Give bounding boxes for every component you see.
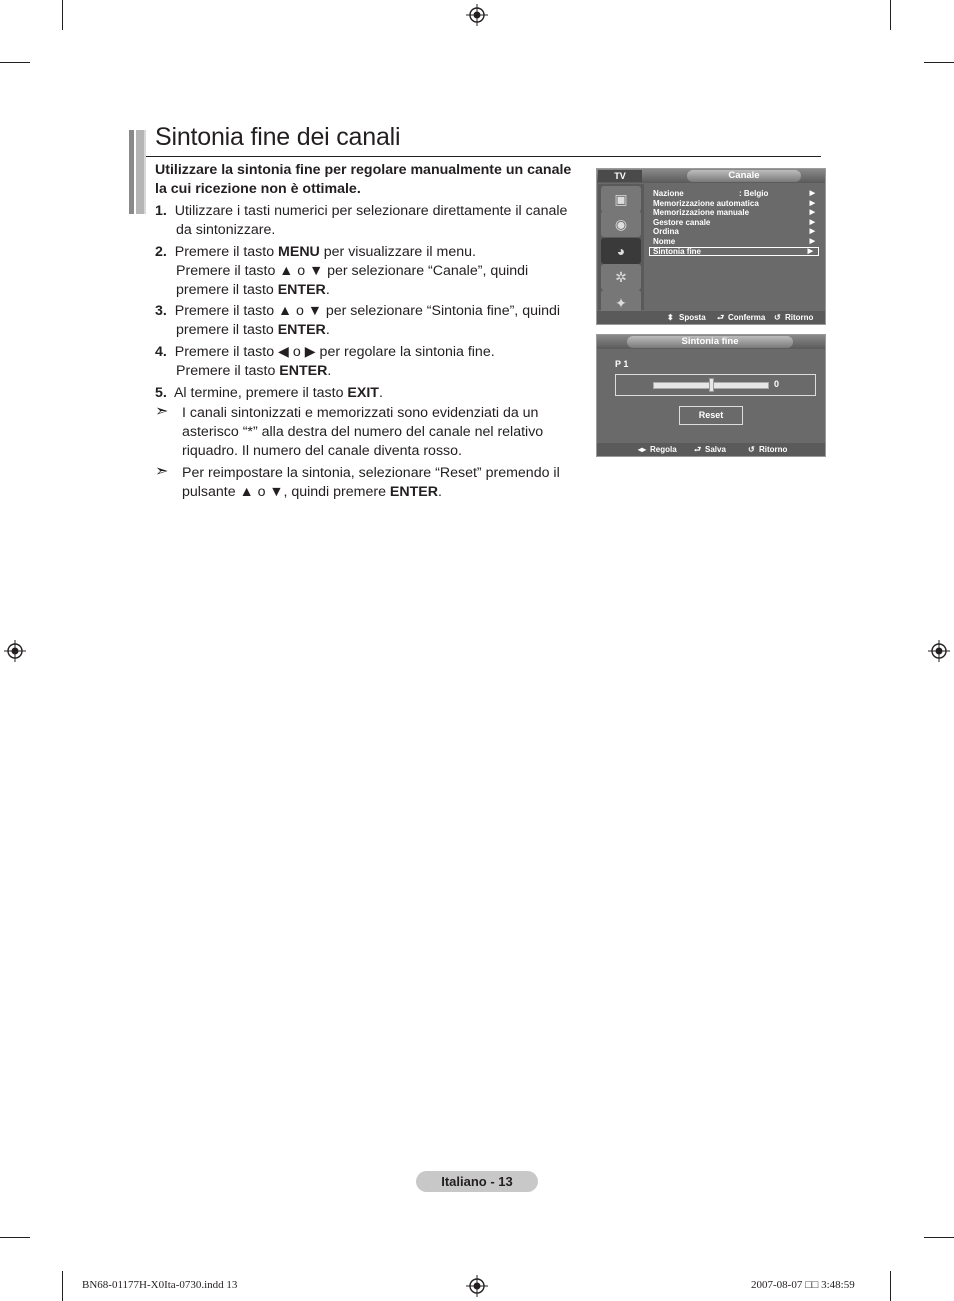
sound-icon: ◉ [601, 211, 641, 237]
program-label: P 1 [615, 359, 629, 369]
crop-mark [890, 1271, 891, 1301]
crop-mark [0, 62, 30, 63]
osd-tab-canale: Canale [687, 170, 801, 182]
osd-item-label: Memorizzazione automatica [653, 198, 759, 208]
step-text: . [325, 282, 330, 298]
osd-menu-item-selected[interactable] [649, 247, 819, 257]
step-text: da sintonizzare. [176, 222, 276, 238]
slug-timestamp: 2007-08-07 □□ 3:48:59 [751, 1279, 855, 1291]
left-right-icon: ◂▸ [638, 445, 647, 454]
osd-footer [597, 311, 825, 324]
step-number: 5. [155, 385, 167, 401]
slug-file-info: BN68-01177H-X0Ita-0730.indd 13 [82, 1279, 238, 1291]
crop-mark [924, 1237, 954, 1238]
osd-item-value: : Belgio [739, 189, 769, 198]
osd-footer-back: Ritorno [759, 445, 788, 454]
arrow-right-icon: ▶ [809, 199, 815, 207]
note-1 [155, 404, 585, 461]
page-title: Sintonia fine dei canali [155, 123, 401, 151]
osd-footer-adjust: Regola [650, 445, 677, 454]
step-text: Al termine, premere il tasto [173, 385, 348, 401]
note-text: pulsante ▲ o ▼, quindi premere [182, 484, 390, 500]
step-number: 2. [155, 244, 167, 260]
step-1 [155, 202, 585, 240]
note-2 [155, 464, 585, 502]
setup-icon: ✲ [601, 264, 641, 290]
osd-item-label: Sintonia fine [653, 246, 701, 256]
arrow-right-icon: ▶ [807, 247, 813, 255]
title-rule [146, 156, 821, 157]
note-text: I canali sintonizzati e memorizzati sono evidenziati da un [182, 405, 539, 421]
arrow-right-icon: ▶ [809, 228, 815, 236]
finetune-value: 0 [774, 379, 780, 389]
enter-icon: ⮐ [717, 313, 725, 322]
return-icon: ↺ [774, 313, 781, 322]
step-text: premere il tasto [176, 282, 278, 298]
picture-icon: ▣ [601, 186, 641, 212]
step-2 [155, 243, 585, 300]
note-text: . [438, 484, 442, 500]
osd-menu-list [653, 189, 821, 256]
registration-mark-icon [928, 640, 950, 662]
note-text: Per reimpostare la sintonia, selezionare “Reset” premendo il [182, 465, 560, 481]
registration-mark-icon [466, 1275, 488, 1297]
osd-menu-item[interactable] [653, 208, 821, 218]
step-text: Premere il tasto [176, 363, 280, 379]
channel-icon: ◕ [601, 238, 641, 264]
registration-mark-icon [466, 4, 488, 26]
osd-menu-item[interactable] [653, 199, 821, 209]
osd-footer [597, 443, 825, 456]
move-icon: ⬍ [667, 313, 674, 322]
key-name: ENTER [279, 363, 328, 379]
crop-mark [890, 0, 891, 30]
step-4 [155, 343, 585, 381]
osd-item-label: Nazione [653, 189, 684, 198]
arrow-right-icon: ▶ [809, 237, 815, 245]
step-number: 4. [155, 344, 167, 360]
step-text: per visualizzare il menu. [319, 244, 476, 260]
osd-footer-save: Salva [705, 445, 726, 454]
finetune-slider-box[interactable] [615, 374, 816, 396]
intro-text: Utilizzare la sintonia fine per regolare manualmente un canale la cui ricezione non è ottimale. [155, 162, 572, 197]
registration-mark-icon [4, 640, 26, 662]
step-text: Premere il tasto [174, 244, 279, 260]
osd-menu-item[interactable] [653, 218, 821, 228]
arrow-right-icon: ▶ [809, 218, 815, 226]
title-decoration-bar [129, 130, 134, 214]
step-text: . [325, 322, 330, 338]
osd-menu-item[interactable] [653, 189, 821, 199]
osd-footer-back: Ritorno [785, 313, 814, 322]
step-number: 3. [155, 303, 167, 319]
crop-mark [0, 1237, 30, 1238]
title-decoration-bar [136, 130, 144, 214]
reset-button[interactable]: Reset [679, 406, 743, 425]
step-text: . [327, 363, 332, 379]
key-name: ENTER [389, 484, 438, 500]
note-arrow-icon: ➣ [155, 463, 169, 480]
tv-menu-channel-screenshot [596, 168, 826, 325]
osd-sidebar [598, 184, 644, 310]
crop-mark [924, 62, 954, 63]
page-number: Italiano - 13 [416, 1171, 538, 1192]
note-text: asterisco “*” alla destra del numero del canale nel relativo [182, 424, 544, 440]
osd-item-label: Nome [653, 236, 676, 246]
step-text: premere il tasto [176, 322, 278, 338]
tv-menu-finetune-screenshot [596, 334, 826, 457]
note-arrow-icon: ➣ [155, 403, 169, 420]
osd-tab-finetune: Sintonia fine [627, 336, 793, 348]
osd-footer-confirm: Conferma [728, 313, 766, 322]
key-name: MENU [278, 244, 320, 260]
finetune-slider-thumb[interactable] [709, 378, 714, 392]
return-icon: ↺ [748, 445, 755, 454]
osd-menu-item[interactable] [653, 237, 821, 247]
osd-header [597, 169, 825, 183]
crop-mark [62, 0, 63, 30]
title-decoration-bar [144, 130, 146, 214]
input-icon: ✦ [601, 290, 641, 316]
enter-icon: ⮐ [694, 445, 702, 454]
osd-header [597, 335, 825, 349]
osd-tv-label: TV [598, 170, 642, 182]
arrow-right-icon: ▶ [809, 209, 815, 217]
step-text: Premere il tasto ▲ o ▼ per selezionare “Canale”, quindi [176, 263, 529, 279]
key-name: ENTER [277, 322, 326, 338]
osd-footer-move: Sposta [679, 313, 706, 322]
key-name: ENTER [277, 282, 326, 298]
key-name: EXIT [347, 385, 379, 401]
note-text: riquadro. Il numero del canale diventa rosso. [182, 443, 462, 459]
crop-mark [62, 1271, 63, 1301]
arrow-right-icon: ▶ [809, 190, 815, 197]
step-text: . [378, 385, 383, 401]
step-text: Premere il tasto ◀ o ▶ per regolare la sintonia fine. [174, 344, 495, 360]
step-5 [155, 384, 585, 403]
osd-item-label: Gestore canale [653, 217, 711, 227]
osd-menu-item[interactable] [653, 227, 821, 237]
step-text: Utilizzare i tasti numerici per selezionare direttamente il canale [174, 203, 568, 219]
step-number: 1. [155, 203, 167, 219]
osd-item-label: Ordina [653, 227, 679, 237]
step-3 [155, 302, 585, 340]
step-text: Premere il tasto ▲ o ▼ per selezionare “Sintonia fine”, quindi [174, 303, 561, 319]
osd-item-label: Memorizzazione manuale [653, 208, 750, 218]
